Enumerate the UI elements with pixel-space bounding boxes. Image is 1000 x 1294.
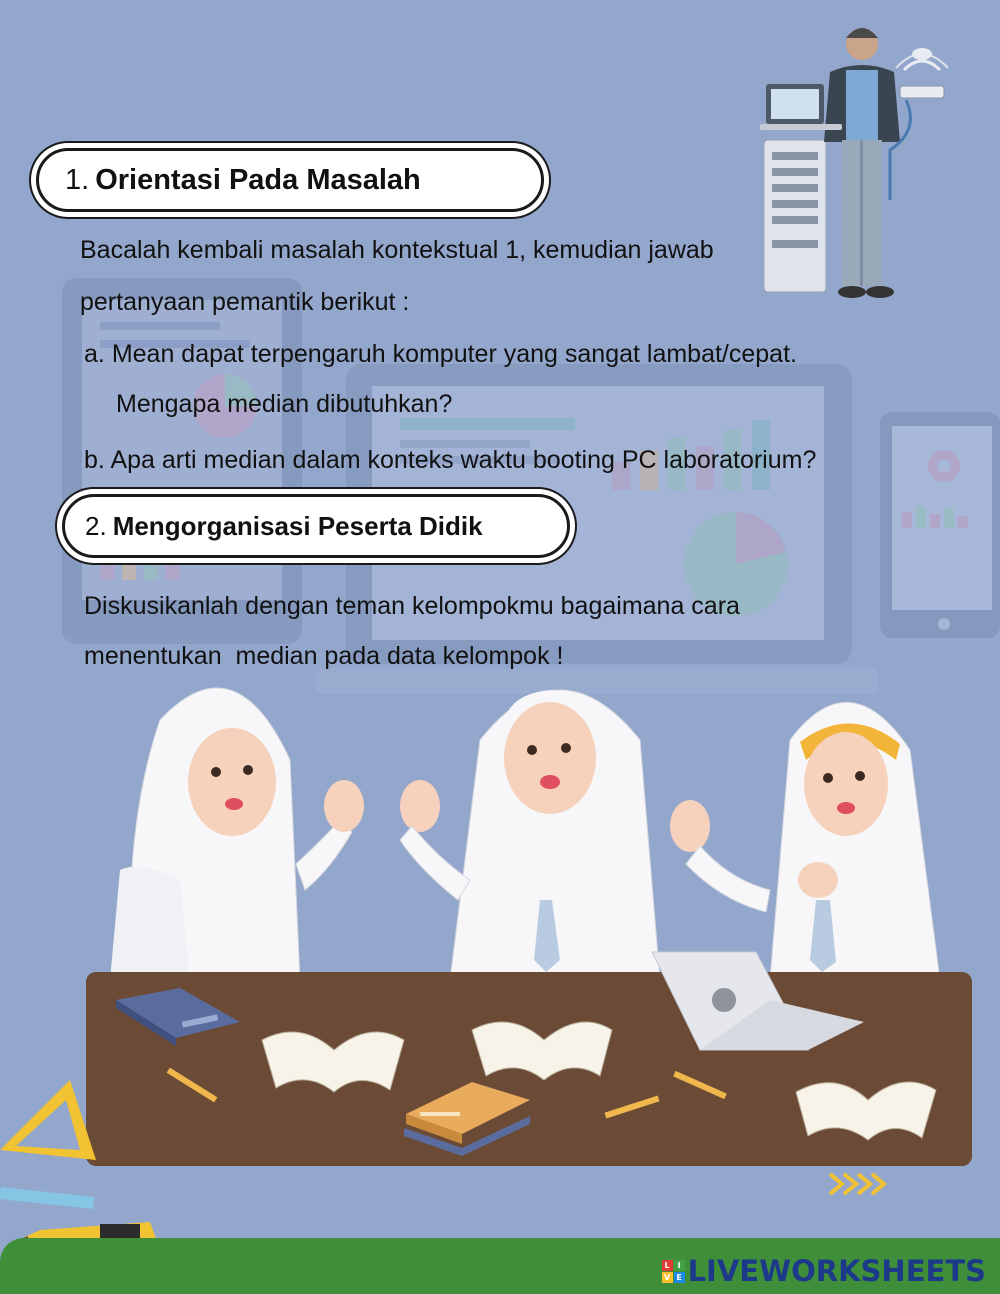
section2-title: Mengorganisasi Peserta Didik [112, 510, 483, 541]
chevrons-icon [830, 1174, 884, 1194]
liveworksheets-logo[interactable] [662, 1254, 986, 1288]
section1-number: 1. [65, 163, 90, 196]
question-a-marker: a. [84, 340, 105, 368]
section1-title: Orientasi Pada Masalah [95, 163, 421, 196]
logo-letter-v: V [662, 1272, 673, 1283]
logo-letter-i: I [674, 1260, 685, 1271]
liveworksheets-logo-mark [662, 1260, 685, 1283]
question-b-marker: b. [84, 446, 105, 474]
liveworksheets-brand-text: LIVEWORKSHEETS [687, 1254, 986, 1288]
question-a-line2: Mengapa median dibutuhkan? [116, 390, 453, 418]
question-a [84, 330, 797, 378]
section2-title-pill [62, 494, 570, 558]
student-left-icon [110, 688, 364, 980]
ruler-triangle-icon [0, 1080, 96, 1160]
student-right-icon [670, 702, 940, 980]
section2-number: 2. [85, 510, 107, 541]
question-b-text: Apa arti median dalam konteks waktu booting PC laboratorium? [110, 446, 817, 474]
tablet-icon [880, 412, 1000, 638]
section1-intro-line2: pertanyaan pemantik berikut : [80, 288, 410, 316]
section1-title-pill [36, 148, 544, 212]
logo-letter-l: L [662, 1260, 673, 1271]
section2-instruction-line2-text: menentukan median pada data kelompok ! [84, 642, 564, 670]
student-middle-icon [400, 690, 660, 980]
logo-letter-e: E [674, 1272, 685, 1283]
teacher-with-laptop-icon [760, 28, 948, 298]
section2-instruction-line1: Diskusikanlah dengan teman kelompokmu bagaimana cara [84, 592, 740, 620]
question-b [84, 436, 816, 484]
section1-intro-line1: Bacalah kembali masalah kontekstual 1, kemudian jawab [80, 236, 714, 264]
question-a-line1: Mean dapat terpengaruh komputer yang sangat lambat/cepat. [111, 340, 797, 368]
section2-instruction-line2 [84, 630, 563, 682]
